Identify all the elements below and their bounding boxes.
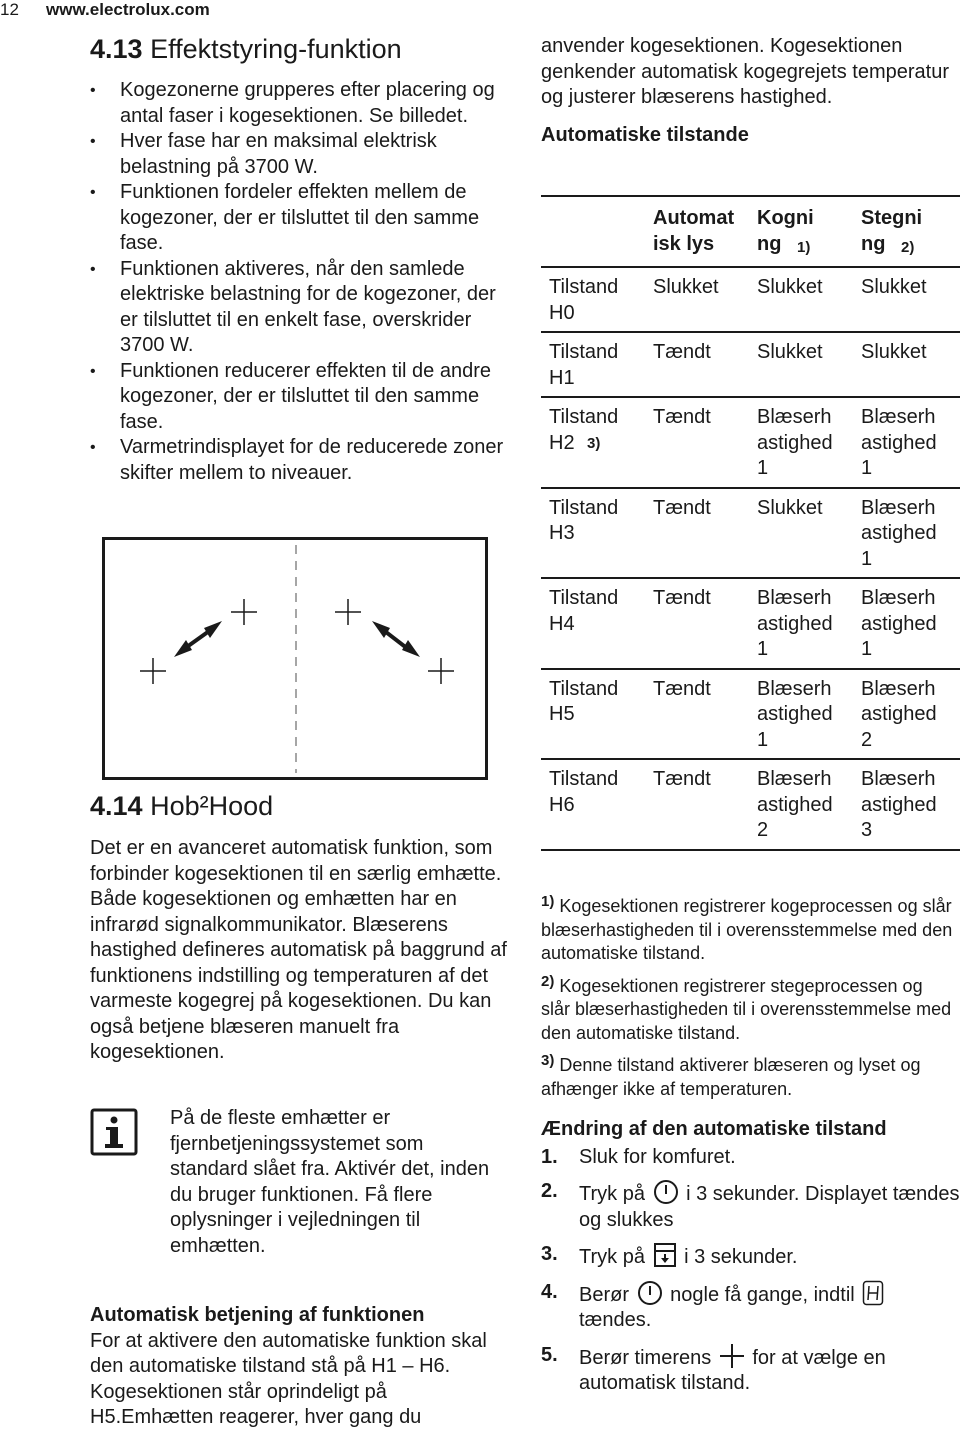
table-row [541,267,960,332]
light-cell: Tændt [653,587,711,609]
header-cell: Kogning 1) [757,207,814,256]
boil-cell: Blæserhastighed 1 [757,406,833,479]
power-icon [653,1179,679,1205]
bullet-item: • Funktionen fordeler effekten mellem de kogezoner, der er tilsluttet til den samme fase. [90,180,510,257]
auto-operation-text: For at aktivere den automatiske funktion skal den automatiske tilstand stå på H1 – H6. Kogesektionen står oprindeligt på H5.Emhætten reagerer, hver gang du [90,1329,487,1428]
modes-table-wrap [541,195,960,851]
section-title-text: Effektstyring-funktion [150,34,402,64]
table-row [541,669,960,760]
double-arrow-left [174,621,222,657]
mode-cell: Tilstand H4 [549,587,619,635]
bullet-item: • Hver fase har en maksimal elektrisk belastning på 3700 W. [90,129,510,180]
light-cell: Tændt [653,341,711,363]
section-title [90,790,510,822]
info-note: På de fleste emhætter er fjernbetjeningssystemet som standard slået fra. Aktivér det, inden du bruger funktionen. Få flere oplysninger i vejledningen til emhætten. [170,1107,490,1257]
mode-cell: Tilstand H6 [549,768,619,816]
auto-operation [90,1303,510,1431]
fry-cell: Slukket [861,276,927,298]
mode-cell: Tilstand H5 [549,677,619,725]
table-row [541,578,960,669]
section-number: 4.13 [90,34,143,64]
hob2hood-description: Det er en avanceret automatisk funktion, som forbinder kogesektionen til en særlig emhætte. Både kogesektionen og emhætten har en infrarød signalkommunikator. Blæserens hastighed defineres automatisk på baggrund af funktionens indstilling og temperaturen af det varmeste kogegrej på kogesektionen. Du kan også betjene blæseren manuelt fra kogesektionen. [90,837,507,1063]
section-title [90,33,510,65]
mode-cell: Tilstand H2 3) [549,406,619,454]
modes-heading: Automatiske tilstande [541,123,749,146]
header-cell: Stegning 2) [861,207,923,256]
bullet-item: • Funktionen reducerer effekten til de andre kogezoner, der er tilsluttet til den samme fase. [90,359,510,436]
step-item: 2. Tryk på i 3 sekunder. Displayet tændes og slukkes [541,1180,960,1231]
header-cell: Automatisk lys [653,207,735,255]
hob-phase-diagram [102,537,488,780]
zone-cross-2 [231,599,257,625]
fry-cell: Blæserhastighed 1 [861,406,937,479]
zone-cross-1 [140,658,166,684]
table-row [541,332,960,397]
fry-cell: Blæserhastighed 1 [861,496,937,570]
right-column [541,34,960,148]
step-item: 4. Berør nogle få gange, indtil tændes. [541,1280,960,1334]
step-item: 1. Sluk for komfuret. [541,1145,736,1168]
mode-cell: Tilstand H0 [549,276,619,324]
bullet-item: • Varmetrindisplayet for de reducerede zoner skifter mellem to niveauer. [90,435,510,486]
fry-cell: Blæserhastighed 2 [861,677,937,751]
site-url: www.electrolux.com [46,0,210,19]
section-4-13 [90,33,510,486]
continued-text: anvender kogesektionen. Kogesektionen genkender automatisk kogegrejets temperatur og justerer blæserens hastighed. [541,35,950,108]
section-title-text: Hob²Hood [150,791,274,821]
footnotes [541,890,953,1105]
table-row [541,397,960,488]
table-header-row [541,196,960,267]
mode-cell: Tilstand H3 [549,496,619,544]
modes-table [541,195,960,851]
footnote: $^{3)}$ Denne tilstand aktiverer blæseren og lyset og afhænger ikke af temperaturen. [541,1052,921,1099]
zone-cross-4 [428,658,454,684]
auto-operation-heading: Automatisk betjening af funktionen [90,1304,425,1326]
fry-cell: Blæserhastighed 3 [861,768,937,841]
zone-cross-3 [335,599,361,625]
hob-outline [104,539,487,779]
table-row [541,759,960,850]
h-display-icon [862,1280,884,1306]
bullet-list [90,78,510,486]
light-cell: Tændt [653,677,711,700]
header-cell [541,196,645,267]
boil-cell: Slukket [757,496,823,519]
step-item: 3. Tryk på i 3 sekunder. [541,1243,798,1268]
change-mode-heading: Ændring af den automatiske tilstand [541,1118,887,1140]
boil-cell: Blæserhastighed 1 [757,587,833,660]
light-cell: Tændt [653,406,711,428]
boil-cell: Slukket [757,276,823,298]
mode-cell: Tilstand H1 [549,341,619,389]
light-cell: Slukket [653,276,719,298]
power-icon [637,1280,663,1306]
info-icon [90,1108,138,1156]
table-row [541,488,960,579]
fry-cell: Blæserhastighed 1 [861,587,937,660]
boil-cell: Blæserhastighed 2 [757,768,833,841]
step-item: 5. Berør timerens for at vælge en automatisk tilstand. [541,1343,886,1394]
plus-icon [719,1343,745,1369]
lock-icon [653,1242,677,1268]
change-mode-section [541,1117,960,1406]
fry-cell: Slukket [861,341,927,363]
section-4-14 [90,790,510,1066]
boil-cell: Slukket [757,341,823,363]
boil-cell: Blæserhastighed 1 [757,677,833,751]
section-number: 4.14 [90,791,143,821]
page-number: 12 [0,0,19,19]
bullet-item: • Kogezonerne grupperes efter placering og antal faser i kogesektionen. Se billedet. [90,78,510,129]
light-cell: Tændt [653,768,711,790]
steps-list [541,1145,960,1397]
light-cell: Tændt [653,496,711,519]
bullet-item: • Funktionen aktiveres, når den samlede elektriske belastning for de kogezoner, der er tilsluttet til en enkelt fase, overskrider 3700 W. [90,257,510,359]
footnote: $^{2)}$ Kogesektionen registrerer stegeprocessen og slår blæserhastigheden til i overensstemmelse med den automatiske tilstand. [541,972,952,1043]
double-arrow-right [372,621,420,657]
footnote: $^{1)}$ Kogesektionen registrerer kogeprocessen og slår blæserhastigheden til i overensstemmelse med den automatiske tilstand. [541,893,953,963]
